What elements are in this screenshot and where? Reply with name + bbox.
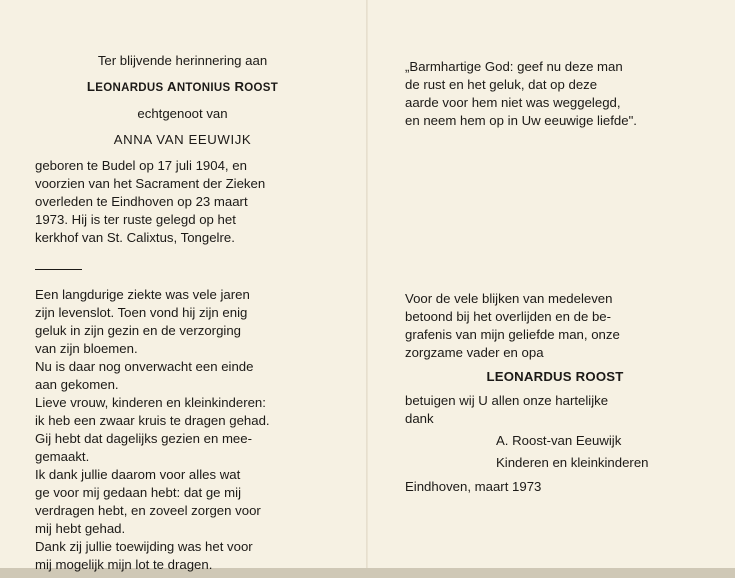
- bio-line: 1973. Hij is ter ruste gelegd op het: [35, 212, 236, 227]
- left-panel: [35, 52, 330, 574]
- card-fold: [366, 0, 368, 568]
- prayer-line: aarde voor hem niet was weggelegd,: [405, 95, 621, 110]
- text-line: verdragen hebt, en zoveel zorgen voor: [35, 503, 261, 518]
- signature-line: A. Roost-van Eeuwijk: [496, 433, 622, 448]
- text-line: gemaakt.: [35, 449, 90, 464]
- right-panel: [405, 58, 705, 496]
- text-line: Gij hebt dat dagelijks gezien en mee-: [35, 431, 252, 446]
- text-line: geluk in zijn gezin en de verzorging: [35, 323, 241, 338]
- relation-line: echtgenoot van: [137, 106, 228, 121]
- text-line: zijn levenslot. Toen vond hij zijn enig: [35, 305, 248, 320]
- text-line: Een langdurige ziekte was vele jaren: [35, 287, 250, 302]
- thanks-line: Voor de vele blijken van medeleven: [405, 291, 613, 306]
- prayer-line: de rust en het geluk, dat op deze: [405, 77, 598, 92]
- text-line: aan gekomen.: [35, 377, 119, 392]
- signature-line: Kinderen en kleinkinderen: [496, 455, 649, 470]
- text-line: Lieve vrouw, kinderen en kleinkinderen:: [35, 395, 266, 410]
- intro-line: Ter blijvende herinnering aan: [97, 53, 268, 68]
- place-date: Eindhoven, maart 1973: [405, 479, 542, 494]
- text-line: van zijn bloemen.: [35, 341, 138, 356]
- thanks-name: LEONARDUS ROOST: [486, 369, 624, 384]
- text-line: Nu is daar nog onverwacht een einde: [35, 359, 254, 374]
- text-line: ik heb een zwaar kruis te dragen gehad.: [35, 413, 270, 428]
- prayer-block: [405, 58, 705, 130]
- text-line: Dank zij jullie toewijding was het voor: [35, 539, 253, 554]
- text-block: [35, 286, 330, 574]
- text-line: mij hebt gehad.: [35, 521, 126, 536]
- bio-line: voorzien van het Sacrament der Zieken: [35, 176, 266, 191]
- text-line: mij mogelijk mijn lot te dragen.: [35, 557, 213, 572]
- spouse-name: ANNA VAN EEUWIJK: [113, 132, 252, 147]
- thanks-cont-line: betuigen wij U allen onze hartelijke: [405, 393, 609, 408]
- thanks-line: grafenis van mijn geliefde man, onze: [405, 327, 620, 342]
- deceased-full-name: LEONARDUS ANTONIUS ROOST: [86, 79, 279, 94]
- prayer-line: en neem hem op in Uw eeuwige liefde".: [405, 113, 637, 128]
- thanks-line: betoond bij het overlijden en de be-: [405, 309, 612, 324]
- bio-line: kerkhof van St. Calixtus, Tongelre.: [35, 230, 235, 245]
- thanks-block: [405, 290, 705, 362]
- thanks-line: zorgzame vader en opa: [405, 345, 544, 360]
- bio-block: [35, 157, 330, 247]
- text-line: Ik dank jullie daarom voor alles wat: [35, 467, 241, 482]
- bio-line: geboren te Budel op 17 juli 1904, en: [35, 158, 247, 173]
- prayer-line: „Barmhartige God: geef nu deze man: [405, 59, 623, 74]
- thanks-cont-line: dank: [405, 411, 434, 426]
- text-line: ge voor mij gedaan hebt: dat ge mij: [35, 485, 241, 500]
- bio-line: overleden te Eindhoven op 23 maart: [35, 194, 248, 209]
